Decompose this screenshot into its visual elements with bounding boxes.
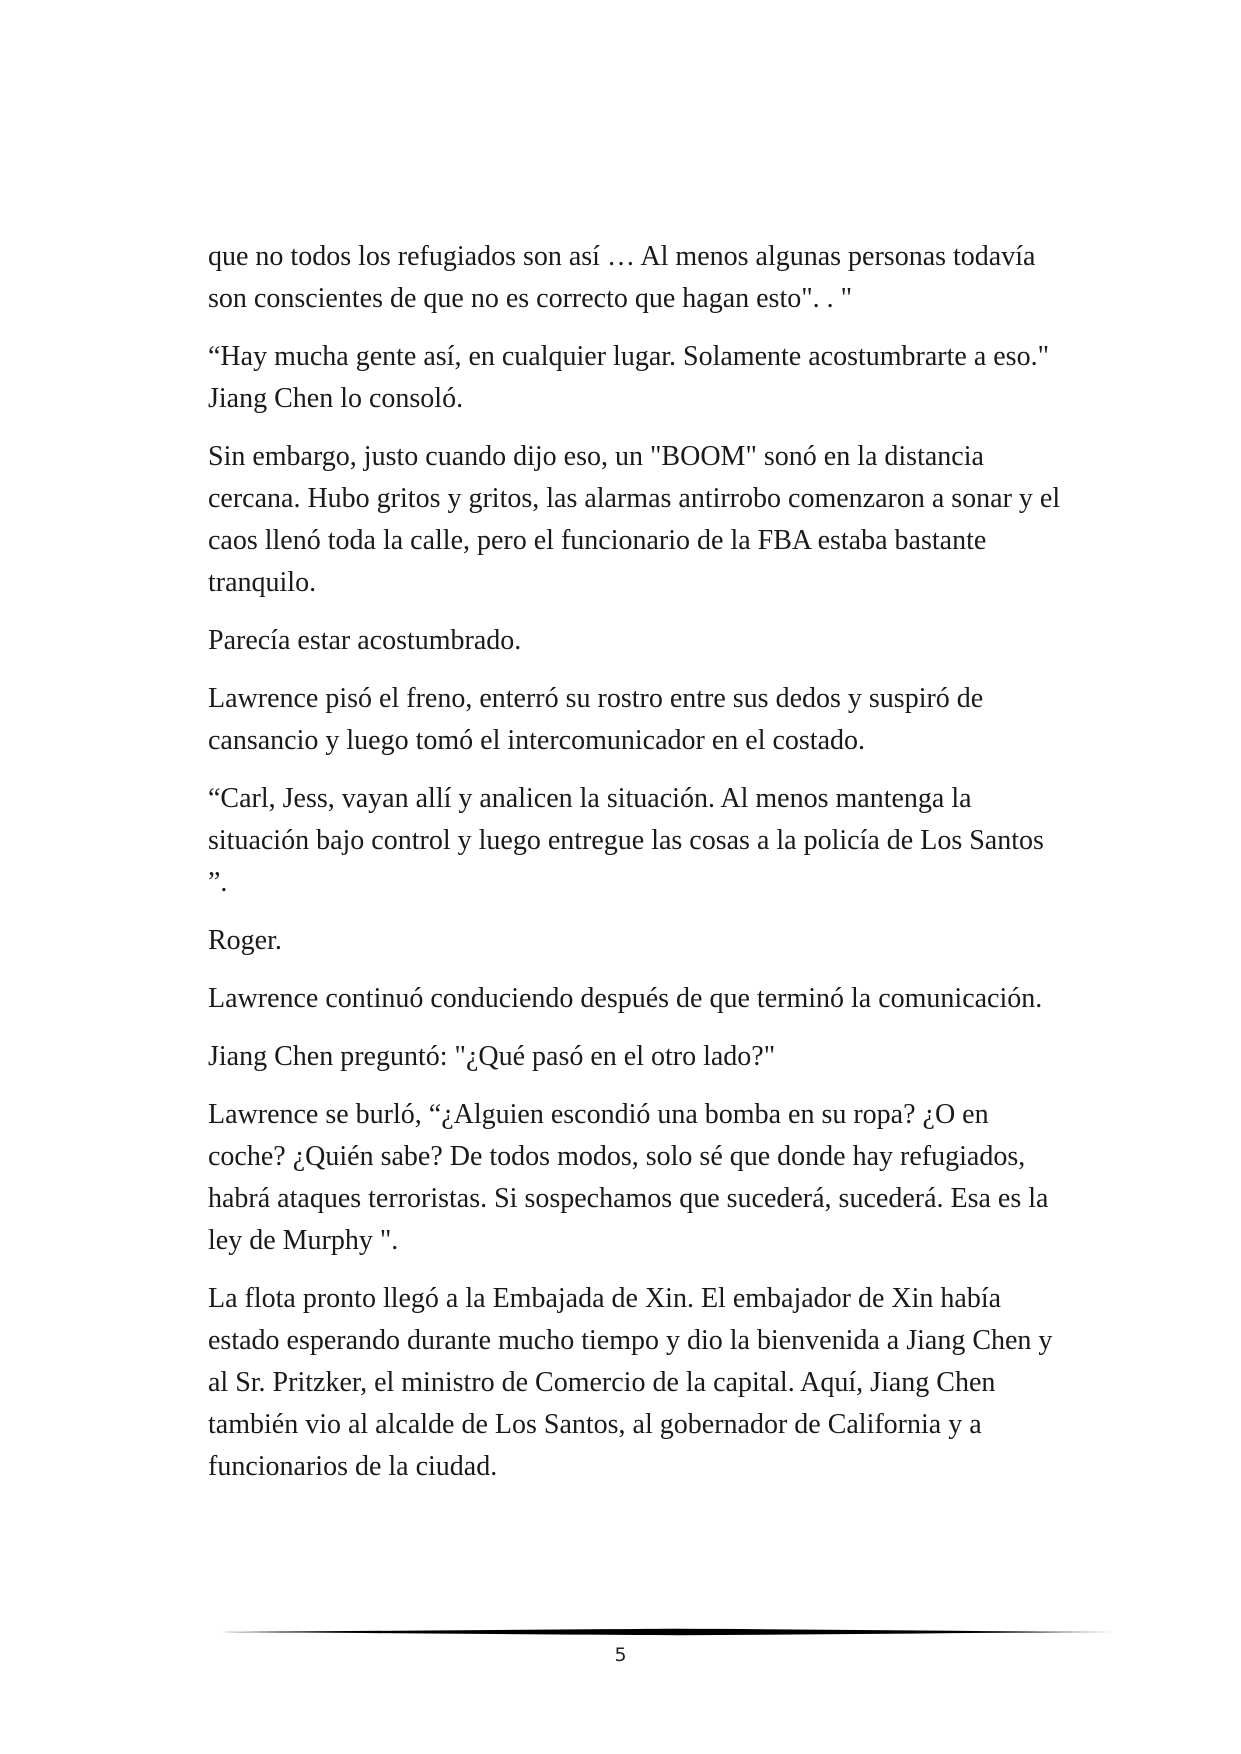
paragraph: Sin embargo, justo cuando dijo eso, un "BOOM" sonó en la distancia cercana. Hubo gritos y gritos, las alarmas antirrobo comenzaron a sonar y el caos llenó toda la calle, pero el funcionario de la FBA estaba bastante tranquilo. [208, 441, 1061, 598]
paragraph: Lawrence continuó conduciendo después de que terminó la comunicación. [208, 983, 1043, 1014]
paragraph: Roger. [208, 925, 282, 956]
paragraph: Lawrence se burló, “¿Alguien escondió una bomba en su ropa? ¿O en coche? ¿Quién sabe? De todos modos, solo sé que donde hay refugiados, habrá ataques terroristas. Si sospechamos que sucederá, sucederá. Esa es la ley de Murphy ". [208, 1099, 1049, 1256]
paragraph: La flota pronto llegó a la Embajada de Xin. El embajador de Xin había estado esperando durante mucho tiempo y dio la bienvenida a Jiang Chen y al Sr. Pritzker, el ministro de Comercio de la capital. Aquí, Jiang Chen también vio al alcalde de Los Santos, al gobernador de California y a funcionarios de la ciudad. [208, 1283, 1053, 1482]
paragraph: Parecía estar acostumbrado. [208, 625, 522, 656]
page-number: 5 [614, 1644, 627, 1666]
paragraph: “Carl, Jess, vayan allí y analicen la situación. Al menos mantenga la situación bajo control y luego entregue las cosas a la policía de Los Santos ”. [208, 783, 1044, 898]
paragraph: Jiang Chen preguntó: "¿Qué pasó en el otro lado?" [208, 1041, 776, 1072]
footer-divider [208, 1626, 1113, 1638]
paragraph: “Hay mucha gente así, en cualquier lugar. Solamente acostumbrarte a eso." Jiang Chen lo consoló. [208, 341, 1049, 414]
paragraph: que no todos los refugiados son así … Al menos algunas personas todavía son conscientes de que no es correcto que hagan esto". . " [208, 241, 1036, 314]
paragraph: Lawrence pisó el freno, enterró su rostro entre sus dedos y suspiró de cansancio y luego tomó el intercomunicador en el costado. [208, 683, 984, 756]
body-text [208, 236, 1068, 1504]
